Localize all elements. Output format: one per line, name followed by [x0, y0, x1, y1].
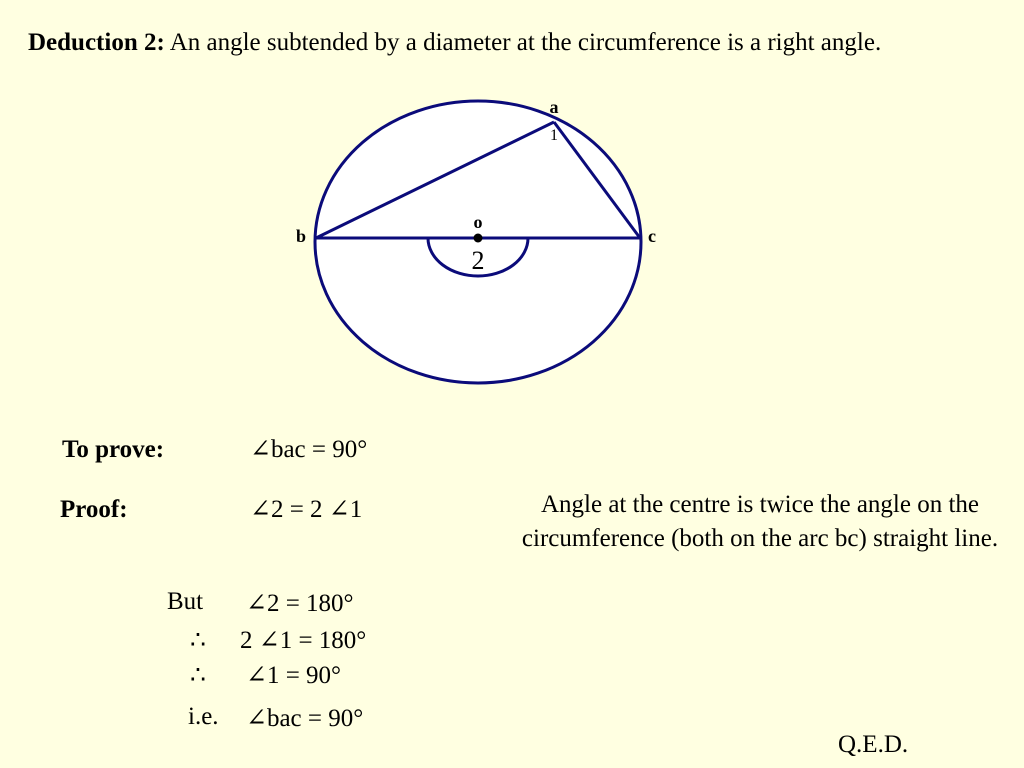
qed-label: Q.E.D. [838, 731, 909, 758]
angle-1-label: 1 [550, 127, 558, 144]
ie-label: i.e. [188, 703, 219, 730]
ie-statement: ∠bac = 90° [246, 705, 364, 732]
therefore-symbol-2: ∴ [190, 662, 206, 689]
point-o-label: o [473, 212, 483, 232]
proof-reason: Angle at the centre is twice the angle on the circumference (both on the arc bc) straight line. [521, 491, 999, 552]
proof-label: Proof: [60, 496, 128, 523]
step-1-statement: 2 ∠1 = 180° [240, 627, 367, 654]
proof-statement: ∠2 = 2 ∠1 [250, 496, 363, 523]
angle-2-label: 2 [471, 246, 485, 275]
to-prove-label: To prove: [62, 436, 165, 463]
step-2-statement: ∠1 = 90° [246, 662, 342, 689]
but-label: But [167, 588, 204, 615]
to-prove-statement: ∠bac = 90° [250, 436, 368, 463]
centre-point [474, 234, 483, 243]
point-c-label: c [648, 226, 656, 246]
therefore-symbol-1: ∴ [190, 627, 206, 654]
but-statement: ∠2 = 180° [246, 590, 354, 617]
deduction-text: An angle subtended by a diameter at the circumference is a right angle. [169, 29, 882, 56]
point-b-label: b [295, 226, 307, 246]
deduction-label: Deduction 2: [28, 29, 165, 56]
point-a-label: a [549, 97, 559, 117]
